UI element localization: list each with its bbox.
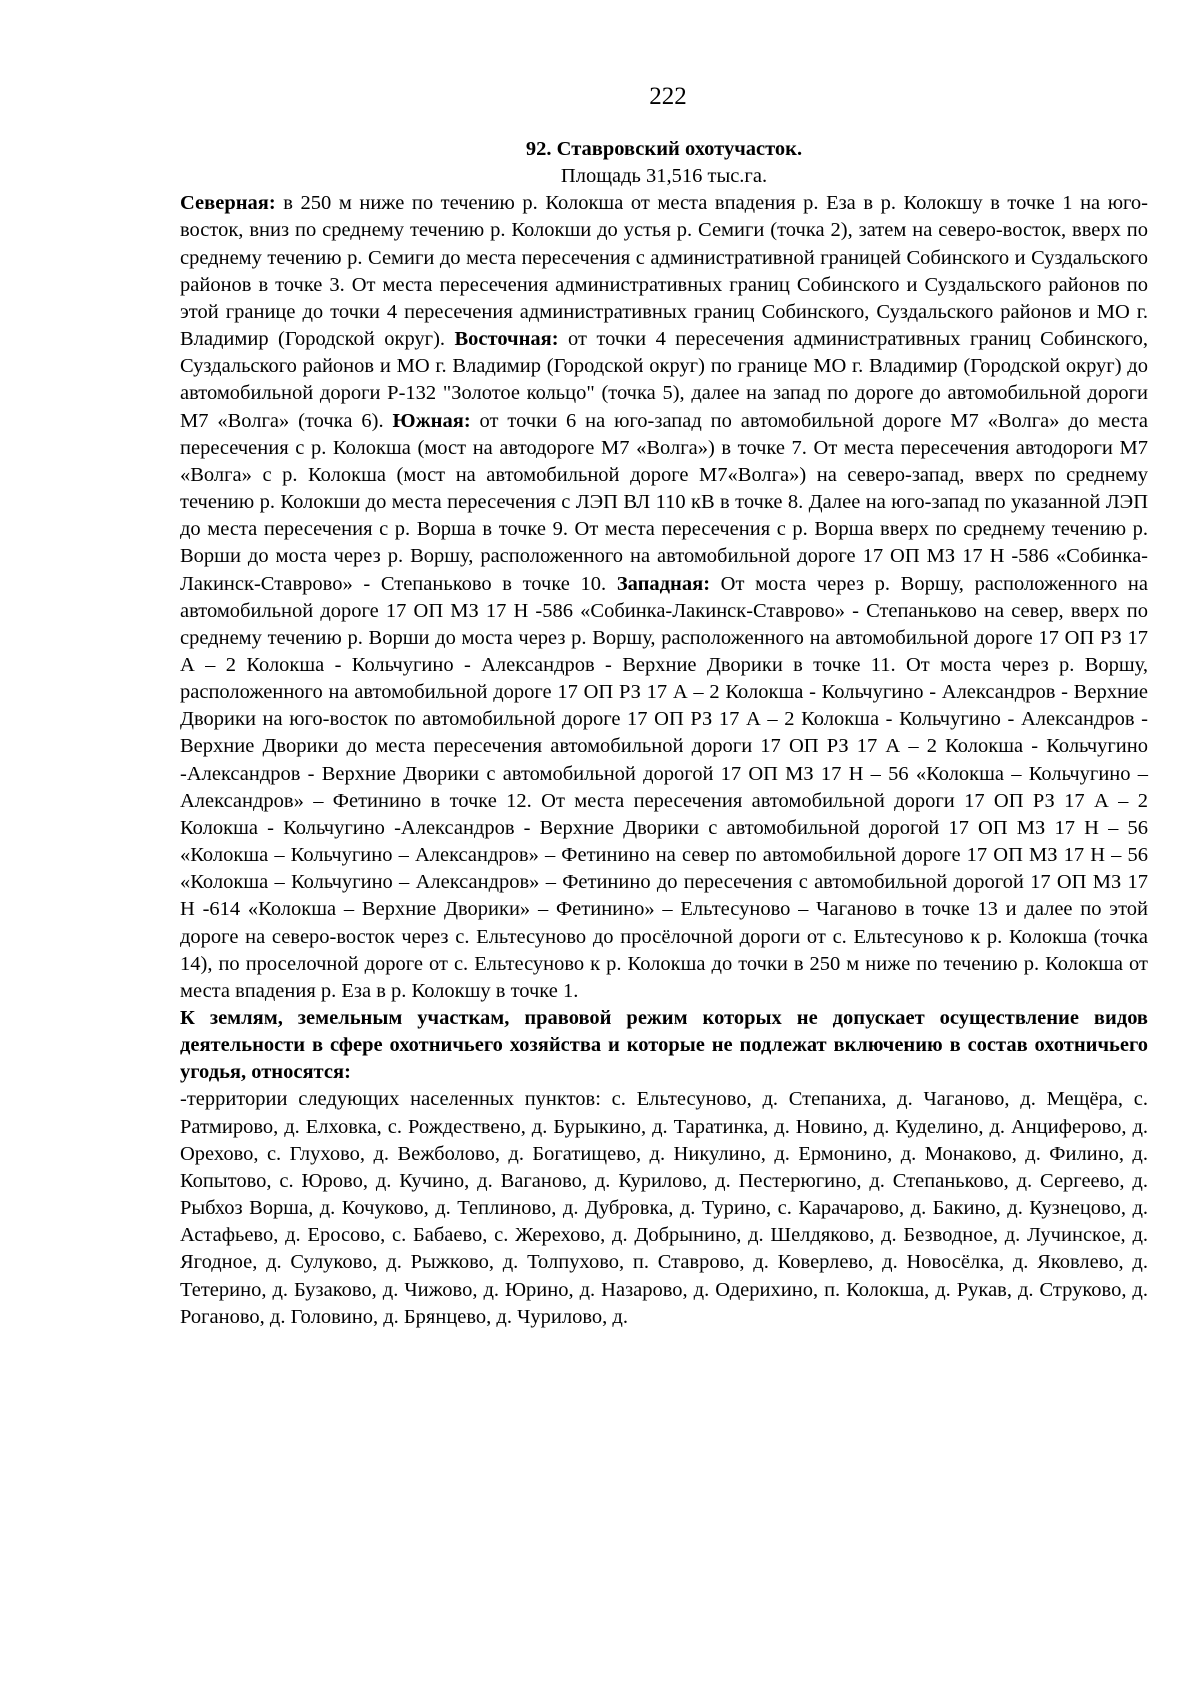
boundary-description (180, 190, 1148, 1005)
north-boundary-text: в 250 м ниже по течению р. Колокша от места впадения р. Еза в р. Колокшу в точке 1 на юго-восток, вниз по среднему течению р. Колокши до устья р. Семиги (точка 2), затем на северо-восток, вверх по среднему течению р. Семиги до места пересечения с административной границей Собинского и Суздальского районов в точке 3. От места пересечения административных границ Собинского и Суздальского районов по этой границе до точки 4 пересечения административных границ Собинского, Суздальского районов и МО г. Владимир (Городской округ). (180, 192, 1148, 351)
section-title: 92. Ставровский охотучасток. (525, 138, 803, 160)
restricted-lands-heading: К землям, земельным участкам, правовой режим которых не допускает осуществление видов деятельности в сфере охотничьего хозяйства и которые не подлежат включению в состав охотничьего угодья, относятся: (180, 1007, 1148, 1084)
west-boundary-label: Западная: (616, 572, 711, 595)
west-boundary-text: От моста через р. Воршу, расположенного на автомобильной дороге 17 ОП МЗ 17 Н -586 «Собинка-Лакинск-Ставрово» - Степаньково на север, вверх по среднему течению р. Ворши до моста через р. Воршу, расположенного на автомобильной дороге 17 ОП РЗ 17 А – 2 Колокша - Кольчугино - Александров - Верхние Дворики в точке 11. От моста через р. Воршу, расположенного на автомобильной дороге 17 ОП РЗ 17 А – 2 Колокша - Кольчугино - Александров - Верхние Дворики на юго-восток по автомобильной дороге 17 ОП РЗ 17 А – 2 Колокша - Кольчугино - Александров - Верхние Дворики до места пересечения автомобильной дороги 17 ОП РЗ 17 А – 2 Колокша - Кольчугино -Александров - Верхние Дворики с автомобильной дорогой 17 ОП МЗ 17 Н – 56 «Колокша – Кольчугино – Александров» – Фетинино в точке 12. От места пересечения автомобильной дороги 17 ОП РЗ 17 А – 2 Колокша - Кольчугино -Александров - Верхние Дворики с автомобильной дорогой 17 ОП МЗ 17 Н – 56 «Колокша – Кольчугино – Александров» – Фетинино на север по автомобильной дороге 17 ОП МЗ 17 Н – 56 «Колокша – Кольчугино – Александров» – Фетинино до пересечения с автомобильной дорогой 17 ОП МЗ 17 Н -614 «Колокша – Верхние Дворики» – Фетинино» – Ельтесуново – Чаганово в точке 13 и далее по этой дороге на северо-восток через с. Ельтесуново до просёлочной дороги от с. Ельтесуново к р. Колокша (точка 14), по проселочной дороге от с. Ельтесуново к р. Колокша до точки в 250 м ниже по течению р. Колокша от места впадения р. Еза в р. Колокшу в точке 1. (180, 572, 1148, 1002)
south-boundary-label: Южная: (392, 409, 471, 432)
document-body (180, 136, 1148, 1331)
east-boundary-label: Восточная: (454, 328, 559, 351)
south-boundary-text: от точки 6 на юго-запад по автомобильной дороге М7 «Волга» до места пересечения с р. Колокша (мост на автодороге М7 «Волга») в точке 7. От места пересечения автодороги М7 «Волга» с р. Колокша (мост на автомобильной дороге М7«Волга») на северо-запад, вверх по среднему течению р. Колокши до места пересечения с ЛЭП ВЛ 110 кВ в точке 8. Далее на юго-запад по указанной ЛЭП до места пересечения с р. Ворша в точке 9. От места пересечения с р. Ворша вверх по среднему течению р. Ворши до моста через р. Воршу, расположенного на автомобильной дороге 17 ОП МЗ 17 Н -586 «Собинка-Лакинск-Ставрово» - Степаньково в точке 10. (180, 409, 1148, 595)
page-number: 222 (649, 83, 687, 110)
north-boundary-label: Северная: (180, 192, 276, 215)
section-area: Площадь 31,516 тыс.га. (560, 165, 768, 188)
east-boundary-text: от точки 4 пересечения административных границ Собинского, Суздальского районов и МО г. Владимир (Городской округ) по границе МО г. Владимир (Городской округ) до автомобильной дороги Р-132 "Золотое кольцо" (точка 5), далее на запад по дороге до автомобильной дороги М7 «Волга» (точка 6). (180, 328, 1148, 432)
restricted-lands-list: -территории следующих населенных пунктов: с. Ельтесуново, д. Степаниха, д. Чаганово, д. Мещёра, с. Ратмирово, д. Елховка, с. Рождествено, д. Бурыкино, д. Таратинка, д. Новино, д. Куделино, д. Анциферово, д. Орехово, с. Глухово, д. Вежболово, д. Богатищево, д. Никулино, д. Ермонино, д. Монаково, д. Филино, д. Копытово, с. Юрово, д. Кучино, д. Ваганово, д. Курилово, д. Пестерюгино, д. Степаньково, д. Сергеево, д. Рыбхоз Ворша, д. Кочуково, д. Теплиново, д. Дубровка, д. Турино, с. Карачарово, д. Бакино, д. Кузнецово, д. Астафьево, д. Еросово, с. Бабаево, с. Жерехово, д. Добрынино, д. Шелдяково, д. Безводное, д. Лучинское, д. Ягодное, д. Сулуково, д. Рыжково, д. Толпухово, п. Ставрово, д. Коверлево, д. Новосёлка, д. Яковлево, д. Тетерино, д. Бузаково, д. Чижово, д. Юрино, д. Назарово, д. Одерихино, п. Колокша, д. Рукав, д. Струково, д. Роганово, д. Головино, д. Брянцево, д. Чурилово, д. (180, 1088, 1148, 1328)
